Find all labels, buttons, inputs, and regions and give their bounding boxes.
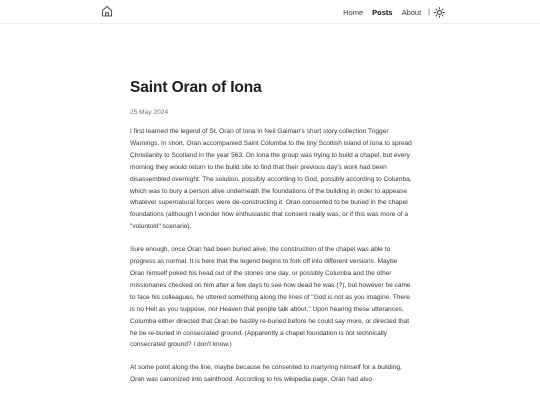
post-paragraph: I first learned the legend of St. Oran of Iona in Neil Gaiman's short story collection Trigger Warnings. In short, Oran accompanied Saint Columba to the tiny Scottish island of Iona to spread Christianity to Scotland in the year 563. On Iona the group was trying to build a chapel, but every morning they would return to the build site to find that their previous day's work had been disassembled overnight. The solution, possibly according to God, possibly according to Columba, which was to bury a person alive underneath the foundations of the building in order to appease whatever supernatural forces were de-constructing it. Oran consented to be buried in the chapel foundations (although I wonder how enthusiastic that consent really was, or if this was more of a "voluntold" scenario). [130, 128, 412, 231]
sun-icon [434, 7, 445, 18]
nav-link-about[interactable]: About [401, 7, 422, 17]
post-paragraph: Sure enough, once Oran had been buried alive, the construction of the chapel was able to progress as normal. It is here that the legend begins to fork off into different versions. Maybe Oran himself poked his head out of the stones one day, or possibly Columba and the other missionaries checked on him after a few days to see how dead he was (?), but however he came to face his colleagues, he uttered something along the lines of "God is not as you imagine. There is no Hell as you suppose, nor Heaven that people talk about." Upon hearing these utterances, Columba either directed that Oran be hastily re-buried before he could say more, or directed that he be re-buried in consecrated ground. (Apparently a chapel foundation is not technically consecrated ground? I don't know.) [130, 246, 411, 349]
main-nav [334, 6, 445, 18]
theme-toggle-button[interactable] [434, 7, 445, 18]
post-content [130, 126, 412, 386]
nav-link-posts[interactable]: Posts [372, 7, 393, 17]
post-article [130, 78, 412, 397]
post-title: Saint Oran of Iona [130, 79, 262, 96]
nav-link-home[interactable]: Home [343, 7, 364, 17]
nav-separator: | [428, 8, 430, 16]
top-navigation-bar [0, 0, 540, 24]
home-icon [100, 4, 114, 18]
post-paragraph: At some point along the line, maybe because he consented to martyring himself for a building, Oran was canonized into sainthood. According to his wikipedia page, Oran had also [130, 364, 402, 384]
post-date: 25 May 2024 [130, 109, 169, 116]
home-button[interactable] [100, 4, 114, 18]
